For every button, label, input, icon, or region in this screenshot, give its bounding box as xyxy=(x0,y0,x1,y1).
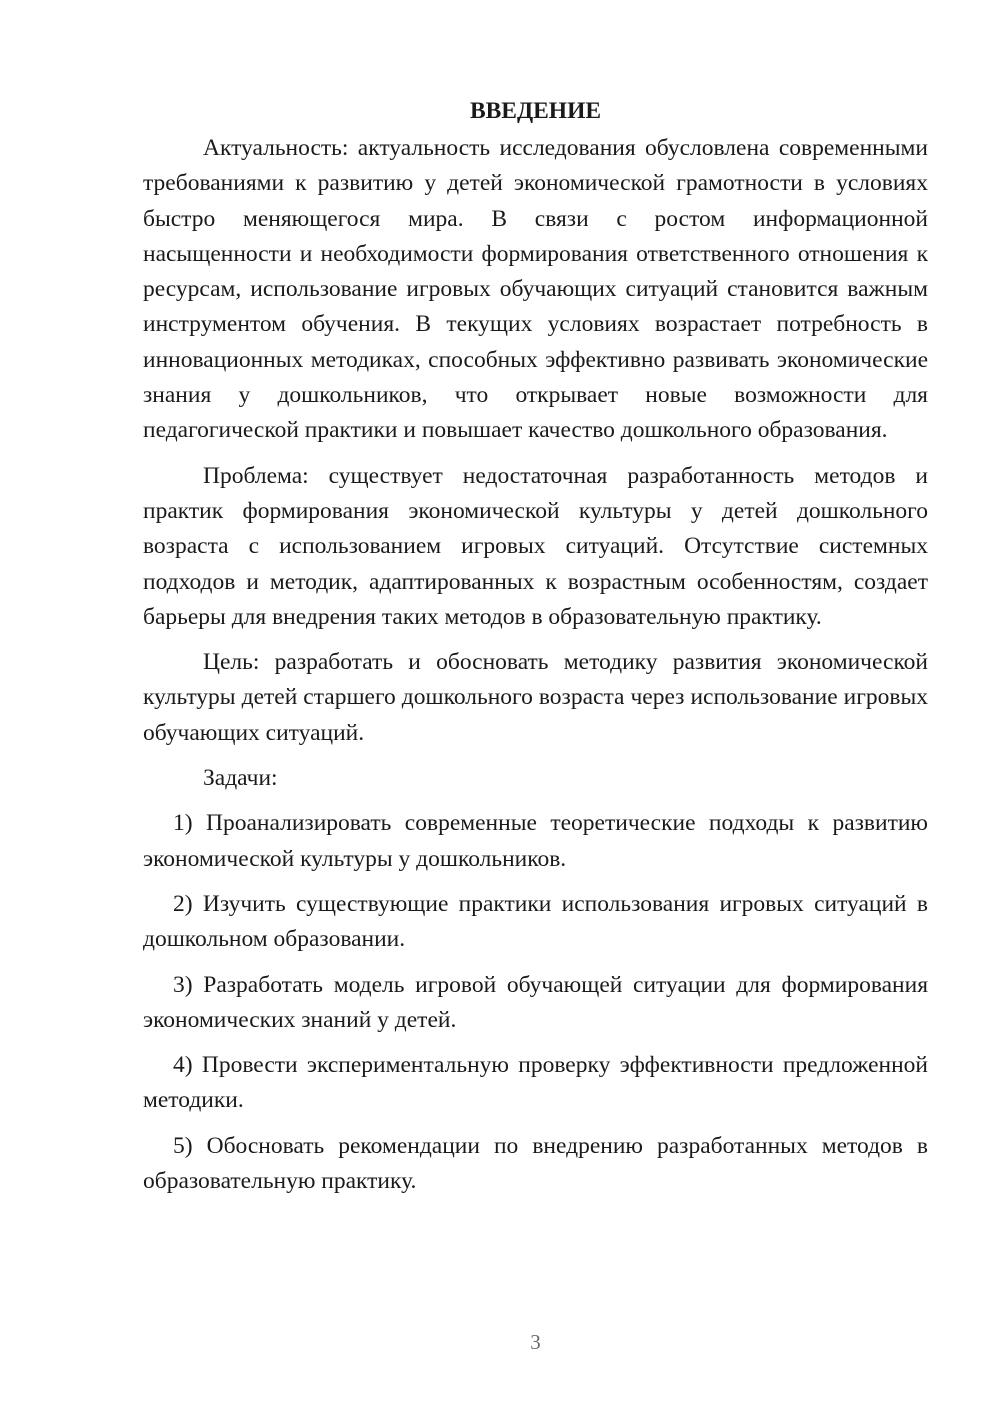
task-item: 2) Изучить существующие практики использования игровых ситуаций в дошкольном образовании. xyxy=(143,890,928,953)
problem-paragraph: Проблема: существует недостаточная разработанность методов и практик формирования экономической культуры у детей дошкольного возраста с использованием игровых ситуаций. Отсутствие системных подходов и методик, адаптированных к возрастным особенностям, создает барьеры для внедрения таких методов в образовательную практику. xyxy=(143,462,928,630)
relevance-paragraph: Актуальность: актуальность исследования обусловлена современными требованиями к развитию у детей экономической грамотности в условиях быстро меняющегося мира. В связи с ростом информационной насыщенности и необходимости формирования ответственного отношения к ресурсам, использование игровых обучающих ситуаций становится важным инструментом обучения. В текущих условиях возрастает потребность в инновационных методиках, способных эффективно развивать экономические знания у дошкольников, что открывает новые возможности для педагогической практики и повышает качество дошкольного образования. xyxy=(143,135,928,444)
section-title: ВВЕДЕНИЕ xyxy=(469,98,602,124)
page-body xyxy=(143,94,928,1209)
task-item: 4) Провести экспериментальную проверку эффективности предложенной методики. xyxy=(143,1052,928,1114)
tasks-heading: Задачи: xyxy=(203,765,278,792)
goal-paragraph: Цель: разработать и обосновать методику развития экономической культуры детей старшего дошкольного возраста через использование игровых обучающих ситуаций. xyxy=(143,649,928,746)
task-item: 5) Обосновать рекомендации по внедрению разработанных методов в образовательную практику. xyxy=(143,1132,928,1195)
task-item: 3) Разработать модель игровой обучающей ситуации для формирования экономических знаний у детей. xyxy=(143,971,928,1033)
task-item: 1) Проанализировать современные теоретические подходы к развитию экономической культуры у дошкольников. xyxy=(143,810,928,872)
page-number: 3 xyxy=(530,1330,541,1354)
